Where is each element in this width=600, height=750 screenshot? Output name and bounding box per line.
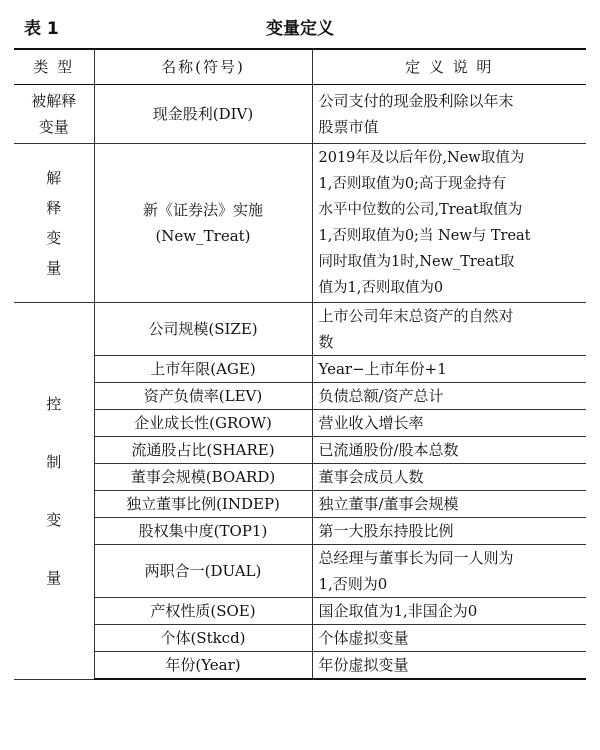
- desc-line: 独立董事/董事会规模: [318, 495, 459, 513]
- desc-line: 同时取值为1时,New_Treat取: [318, 254, 515, 270]
- header-desc: 定 义 说 明: [312, 49, 586, 85]
- desc-line: Year−上市年份+1: [318, 360, 447, 378]
- table-row: [14, 518, 586, 545]
- type-char: 控: [46, 394, 62, 413]
- desc-line: 2019年及以后年份,New取值为: [318, 150, 525, 166]
- type-char: 量: [46, 259, 62, 277]
- name-cell: [94, 144, 312, 303]
- desc-line: 总经理与董事长为同一人则为: [318, 549, 514, 567]
- desc-cell: [312, 625, 586, 652]
- type-char: 变: [46, 510, 62, 529]
- desc-cell: [312, 437, 586, 464]
- desc-line: 已流通股份/股本总数: [318, 441, 459, 459]
- table-number: 表 1: [24, 19, 59, 39]
- desc-line: 水平中位数的公司,Treat取值为: [318, 202, 523, 218]
- desc-line: 国企取值为1,非国企为0: [318, 602, 478, 620]
- desc-cell: [312, 303, 586, 356]
- name-cell: 股权集中度(TOP1): [94, 518, 312, 545]
- desc-cell: [312, 410, 586, 437]
- name-cell: 产权性质(SOE): [94, 598, 312, 625]
- table-row: [14, 144, 586, 303]
- table-row: [14, 410, 586, 437]
- type-cell-control: [14, 303, 94, 680]
- type-label: 变量: [38, 118, 69, 136]
- name-cell: 企业成长性(GROW): [94, 410, 312, 437]
- desc-cell: [312, 518, 586, 545]
- table-header-row: [14, 49, 586, 85]
- type-cell-explained: [14, 85, 94, 144]
- name-cell: 流通股占比(SHARE): [94, 437, 312, 464]
- desc-line: 公司支付的现金股利除以年末: [318, 92, 514, 110]
- desc-cell: [312, 464, 586, 491]
- table-row: [14, 85, 586, 144]
- type-char: 制: [46, 452, 62, 471]
- table-row: [14, 464, 586, 491]
- desc-line: 股票市值: [318, 118, 379, 136]
- header-type: 类 型: [14, 49, 94, 85]
- header-name: 名称(符号): [94, 49, 312, 85]
- table-row: [14, 652, 586, 680]
- type-char: 变: [46, 229, 62, 247]
- name-cell: 独立董事比例(INDEP): [94, 491, 312, 518]
- desc-line: 负债总额/资产总计: [318, 387, 444, 405]
- desc-cell: [312, 144, 586, 303]
- table-row: [14, 437, 586, 464]
- desc-cell: [312, 491, 586, 518]
- type-cell-explanatory: [14, 144, 94, 303]
- name-cell: 个体(Stkcd): [94, 625, 312, 652]
- table-row: [14, 625, 586, 652]
- desc-line: 1,否则取值为0;高于现金持有: [318, 176, 506, 192]
- desc-cell: [312, 545, 586, 598]
- desc-line: 值为1,否则取值为0: [318, 280, 444, 296]
- name-cell: 现金股利(DIV): [94, 85, 312, 144]
- type-char: 量: [46, 568, 62, 587]
- table-title: 变量定义: [266, 19, 334, 39]
- variable-definition-table: [14, 48, 586, 680]
- desc-line: 1,否则取值为0;当 New与 Treat: [318, 228, 531, 244]
- desc-line: 1,否则为0: [318, 575, 388, 593]
- name-line: 新《证券法》实施: [142, 201, 263, 219]
- desc-cell: [312, 598, 586, 625]
- desc-line: 年份虚拟变量: [318, 656, 409, 674]
- desc-cell: [312, 383, 586, 410]
- table-row: [14, 356, 586, 383]
- type-char: 释: [46, 199, 62, 217]
- name-cell: 上市年限(AGE): [94, 356, 312, 383]
- type-char: 解: [46, 169, 62, 187]
- table-caption: [14, 10, 586, 42]
- desc-line: 上市公司年末总资产的自然对: [318, 307, 514, 325]
- desc-line: 第一大股东持股比例: [318, 522, 454, 540]
- desc-cell: [312, 356, 586, 383]
- table-row: [14, 383, 586, 410]
- table-row: [14, 491, 586, 518]
- table-row: [14, 545, 586, 598]
- desc-line: 个体虚拟变量: [318, 629, 409, 647]
- name-cell: 年份(Year): [94, 652, 312, 680]
- desc-cell: [312, 85, 586, 144]
- name-line: (New_Treat): [155, 227, 251, 245]
- table-row: [14, 303, 586, 356]
- desc-line: 营业收入增长率: [318, 414, 424, 432]
- name-cell: 董事会规模(BOARD): [94, 464, 312, 491]
- table-row: [14, 598, 586, 625]
- type-label: 被解释: [31, 92, 77, 110]
- name-cell: 公司规模(SIZE): [94, 303, 312, 356]
- desc-line: 董事会成员人数: [318, 468, 424, 486]
- name-cell: 两职合一(DUAL): [94, 545, 312, 598]
- name-cell: 资产负债率(LEV): [94, 383, 312, 410]
- desc-line: 数: [318, 333, 334, 351]
- desc-cell: [312, 652, 586, 680]
